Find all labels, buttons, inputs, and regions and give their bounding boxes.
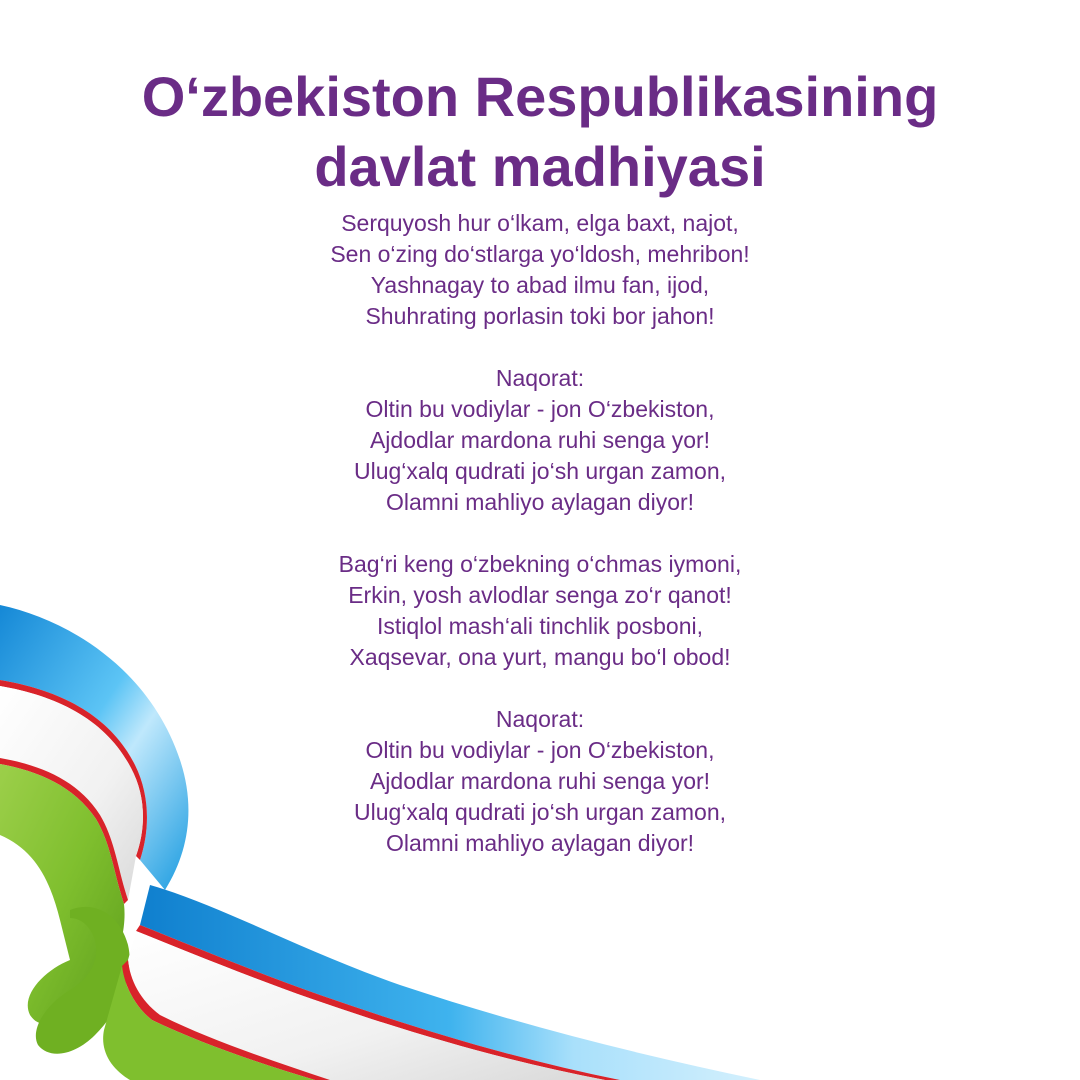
lyric-line: Serquyosh hur o‘lkam, elga baxt, najot, xyxy=(341,210,739,236)
lyric-line: Erkin, yosh avlodlar senga zo‘r qanot! xyxy=(348,582,732,608)
lyric-line: Olamni mahliyo aylagan diyor! xyxy=(385,489,695,515)
lyric-line: Ulug‘xalq qudrati jo‘sh urgan zamon, xyxy=(353,458,727,484)
lyric-line: Shuhrating porlasin toki bor jahon! xyxy=(365,303,715,329)
lyric-line: Bag‘ri keng o‘zbekning o‘chmas iymoni, xyxy=(338,551,742,577)
chorus-label: Naqorat: xyxy=(495,706,585,732)
stanza-4-chorus xyxy=(0,704,1080,859)
title-line-1: O‘zbekiston Respublikasining xyxy=(141,65,939,128)
lyric-line: Oltin bu vodiylar - jon O‘zbekiston, xyxy=(365,396,715,422)
lyric-line: Sen o‘zing do‘stlarga yo‘ldosh, mehribon! xyxy=(330,241,750,267)
lyric-line: Yashnagay to abad ilmu fan, ijod, xyxy=(370,272,710,298)
lyric-line: Ajdodlar mardona ruhi senga yor! xyxy=(369,427,711,453)
lyric-line: Oltin bu vodiylar - jon O‘zbekiston, xyxy=(365,737,715,763)
stanza-3 xyxy=(0,549,1080,673)
title-line-2: davlat madhiyasi xyxy=(314,135,766,198)
lyric-line: Ulug‘xalq qudrati jo‘sh urgan zamon, xyxy=(353,799,727,825)
lyric-line: Xaqsevar, ona yurt, mangu bo‘l obod! xyxy=(349,644,731,670)
stanza-1 xyxy=(0,208,1080,332)
anthem-lyrics xyxy=(0,208,1080,890)
lyric-line: Ajdodlar mardona ruhi senga yor! xyxy=(369,768,711,794)
lyric-line: Olamni mahliyo aylagan diyor! xyxy=(385,830,695,856)
page-title xyxy=(0,62,1080,202)
chorus-label: Naqorat: xyxy=(495,365,585,391)
stanza-2-chorus xyxy=(0,363,1080,518)
lyric-line: Istiqlol mash‘ali tinchlik posboni, xyxy=(377,613,703,639)
